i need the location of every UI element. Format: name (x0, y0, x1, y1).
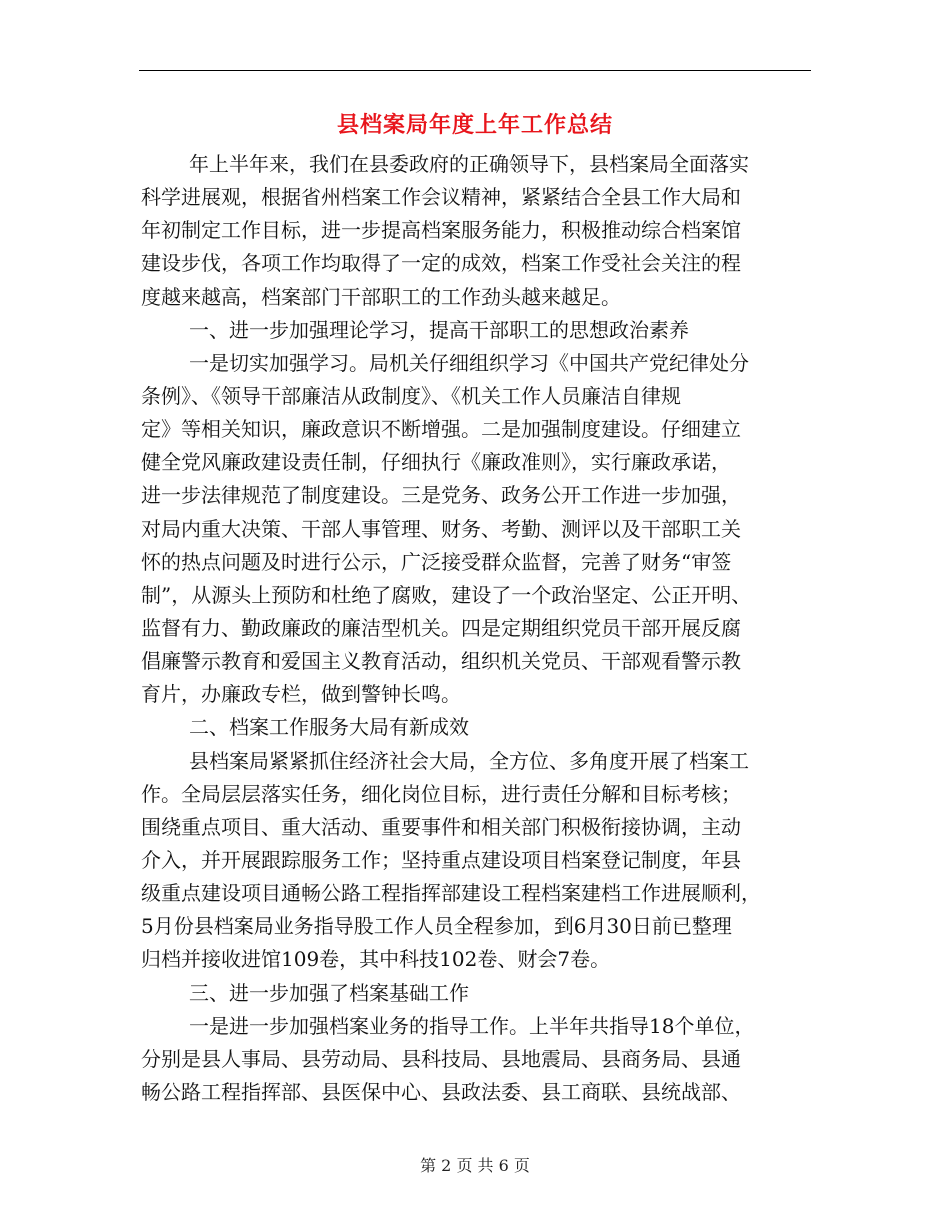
paragraph-line: 分别是县人事局、县劳动局、县科技局、县地震局、县商务局、县通 (141, 1046, 741, 1071)
paragraph-line: 建设步伐，各项工作均取得了一定的成效，档案工作受社会关注的程 (141, 251, 741, 276)
header-rule (139, 70, 811, 71)
paragraph-line: 级重点建设项目通畅公路工程指挥部建设工程档案建档工作进展顺利， (141, 881, 761, 906)
paragraph-line: 归档并接收进馆109卷，其中科技102卷、财会7卷。 (141, 947, 611, 972)
paragraph-line: 介入，并开展跟踪服务工作；坚持重点建设项目档案登记制度，年县 (141, 847, 741, 872)
document-title: 县档案局年度上年工作总结 (336, 113, 613, 138)
paragraph-line: 作。全局层层落实任务，细化岗位目标，进行责任分解和目标考核； (141, 781, 741, 806)
paragraph-line: 条例》、《领导干部廉洁从政制度》、《机关工作人员廉洁自律规 (141, 383, 681, 408)
paragraph-line: 定》等相关知识，廉政意识不断增强。二是加强制度建设。仔细建立 (141, 417, 741, 442)
page-number: 第 2 页 共 6 页 (420, 1156, 530, 1175)
paragraph-line: 育片，办廉政专栏，做到警钟长鸣。 (141, 682, 461, 707)
paragraph-line: 5月份县档案局业务指导股工作人员全程参加，到6月30日前已整理 (141, 914, 732, 939)
paragraph-line: 监督有力、勤政廉政的廉洁型机关。四是定期组织党员干部开展反腐 (141, 615, 741, 640)
paragraph-line: 倡廉警示教育和爱国主义教育活动，组织机关党员、干部观看警示教 (141, 649, 741, 674)
section-heading: 二、档案工作服务大局有新成效 (189, 715, 469, 740)
paragraph-line: 畅公路工程指挥部、县医保中心、县政法委、县工商联、县统战部、 (141, 1079, 741, 1104)
paragraph-line: 年初制定工作目标，进一步提高档案服务能力，积极推动综合档案馆 (141, 218, 741, 243)
paragraph-line: 度越来越高，档案部门干部职工的工作劲头越来越足。 (141, 284, 621, 309)
paragraph-line: 一是切实加强学习。局机关仔细组织学习《中国共产党纪律处分 (189, 350, 749, 375)
paragraph-line: 对局内重大决策、干部人事管理、财务、考勤、测评以及干部职工关 (141, 516, 741, 541)
paragraph-line: 进一步法律规范了制度建设。三是党务、政务公开工作进一步加强， (141, 483, 741, 508)
paragraph-line: 围绕重点项目、重大活动、重要事件和相关部门积极衔接协调，主动 (141, 814, 741, 839)
paragraph-line: 制”，从源头上预防和杜绝了腐败，建设了一个政治坚定、公正开明、 (141, 582, 752, 607)
paragraph-line: 一是进一步加强档案业务的指导工作。上半年共指导18个单位， (189, 1013, 755, 1038)
paragraph-line: 怀的热点问题及时进行公示，广泛接受群众监督，完善了财务“审签 (141, 549, 732, 574)
section-heading: 一、进一步加强理论学习，提高干部职工的思想政治素养 (189, 317, 689, 342)
paragraph-line: 科学进展观，根据省州档案工作会议精神，紧紧结合全县工作大局和 (141, 185, 741, 210)
paragraph-line: 县档案局紧紧抓住经济社会大局，全方位、多角度开展了档案工 (189, 748, 749, 773)
section-heading: 三、进一步加强了档案基础工作 (189, 980, 469, 1005)
paragraph-line: 健全党风廉政建设责任制，仔细执行《廉政准则》，实行廉政承诺， (141, 450, 731, 475)
paragraph-line: 年上半年来，我们在县委政府的正确领导下，县档案局全面落实 (189, 152, 749, 176)
document-body (141, 148, 811, 1109)
